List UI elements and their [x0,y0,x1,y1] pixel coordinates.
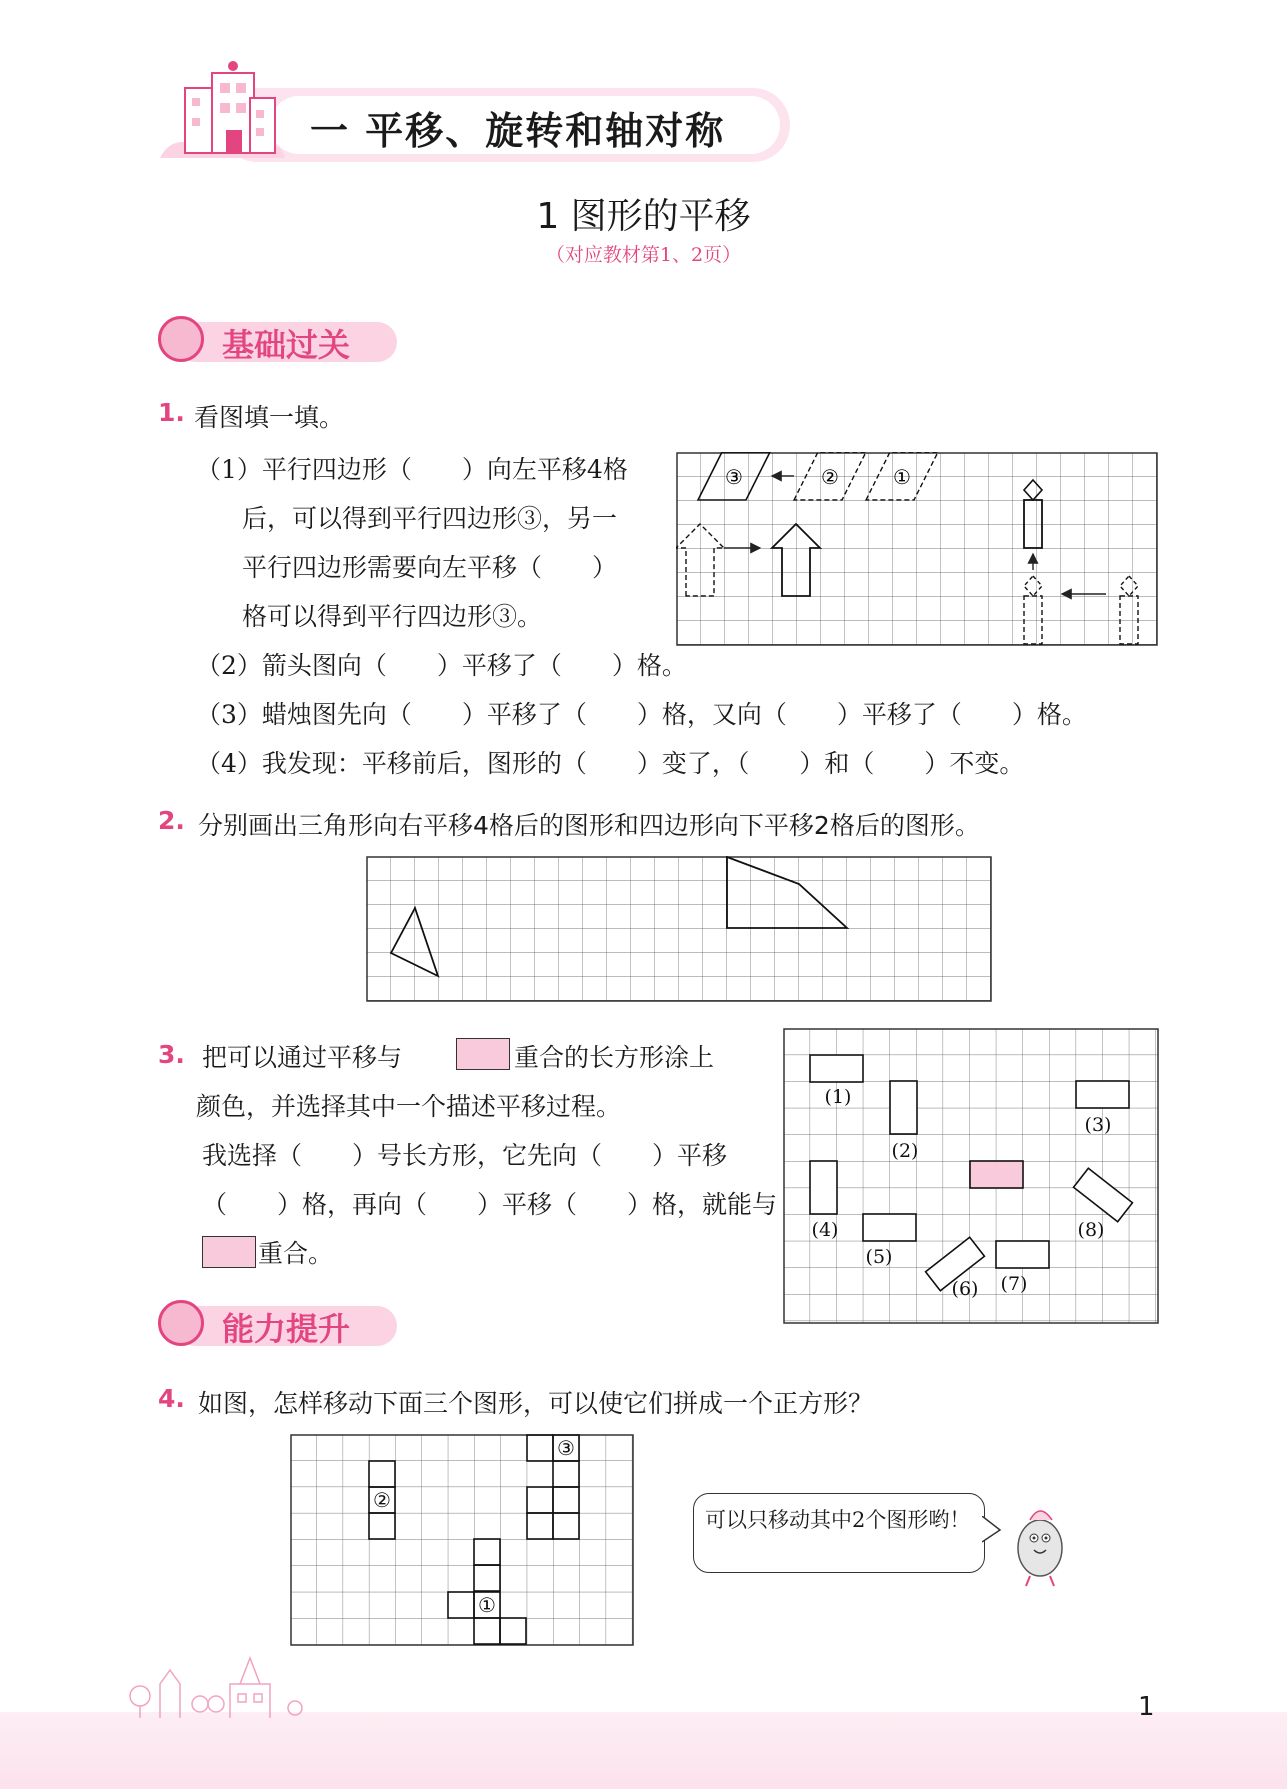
town-silhouette-icon [120,1644,420,1720]
rect-4 [810,1161,837,1214]
svg-text:(2): (2) [891,1140,919,1162]
q3-line-3: 我选择（ ）号长方形，它先向（ ）平移 [202,1141,728,1170]
svg-text:(6): (6) [951,1278,979,1300]
rect-target [970,1161,1023,1188]
q1-line-2: 后，可以得到平行四边形③，另一 [242,504,618,533]
svg-text:(5): (5) [865,1246,893,1268]
rect-1 [810,1055,863,1082]
q1-line-4: 格可以得到平行四边形③。 [242,602,543,631]
page-number: 1 [1138,1692,1155,1722]
q3-line-1b: 重合的长方形涂上 [514,1043,715,1072]
q3-target-rect [456,1038,510,1070]
svg-text:①: ① [478,1593,496,1617]
q3-line-1a: 把可以通过平移与 [202,1043,403,1072]
q1-line-1: （1）平行四边形（ ）向左平移4格 [196,455,628,484]
q3-target-rect-2 [202,1236,256,1268]
q4-text: 如图，怎样移动下面三个图形，可以使它们拼成一个正方形？ [198,1389,874,1418]
rect-7 [996,1241,1049,1268]
q1-number: 1. [158,398,185,427]
svg-text:(3): (3) [1084,1114,1112,1136]
svg-text:(8): (8) [1077,1219,1105,1241]
eggplant-character-icon [1000,1490,1080,1590]
speech-bubble-tail [982,1516,1002,1546]
q1-line-7: （4）我发现：平移前后，图形的（ ）变了，（ ）和（ ）不变。 [196,749,1025,778]
section-title-advanced: 能力提升 [222,1310,351,1348]
chapter-title: 一 平移、旋转和轴对称 [310,109,726,153]
svg-text:(4): (4) [811,1219,839,1241]
q1-grid-figure [676,452,1158,647]
svg-text:(1): (1) [824,1086,852,1108]
rect-2 [890,1081,917,1134]
q2-number: 2. [158,806,185,835]
svg-text:②: ② [373,1488,391,1512]
svg-text:②: ② [821,465,839,489]
rect-3 [1076,1081,1129,1108]
q2-text: 分别画出三角形向右平移4格后的图形和四边形向下平移2格后的图形。 [198,811,980,840]
q1-line-3: 平行四边形需要向左平移（ ） [242,553,618,582]
svg-text:(7): (7) [1000,1273,1028,1295]
q3-number: 3. [158,1040,185,1069]
lesson-title: 1 图形的平移 [536,196,751,237]
speech-bubble-text: 可以只移动其中2个图形哟！ [705,1508,971,1532]
q3-grid-figure [783,1028,1159,1324]
lesson-subtitle: （对应教材第1、2页） [545,244,742,266]
q3-line-4: （ ）格，再向（ ）平移（ ）格，就能与 [202,1190,778,1219]
rect-5 [863,1214,916,1241]
section-title-basic: 基础过关 [222,326,351,364]
svg-text:③: ③ [557,1436,575,1460]
q1-line-5: （2）箭头图向（ ）平移了（ ）格。 [196,651,687,680]
svg-text:③: ③ [725,465,743,489]
q3-line-5: 重合。 [258,1239,334,1268]
svg-text:①: ① [893,465,911,489]
q4-grid-figure [290,1434,634,1646]
q1-text: 看图填一填。 [194,403,345,432]
q3-line-2: 颜色，并选择其中一个描述平移过程。 [196,1092,622,1121]
building-icon [150,58,290,170]
q1-line-6: （3）蜡烛图先向（ ）平移了（ ）格，又向（ ）平移了（ ）格。 [196,700,1087,729]
globe-icon [158,316,204,362]
footer-band [0,1712,1287,1789]
q4-number: 4. [158,1384,185,1413]
q2-grid-figure [366,856,992,1002]
sheep-icon [158,1300,204,1346]
